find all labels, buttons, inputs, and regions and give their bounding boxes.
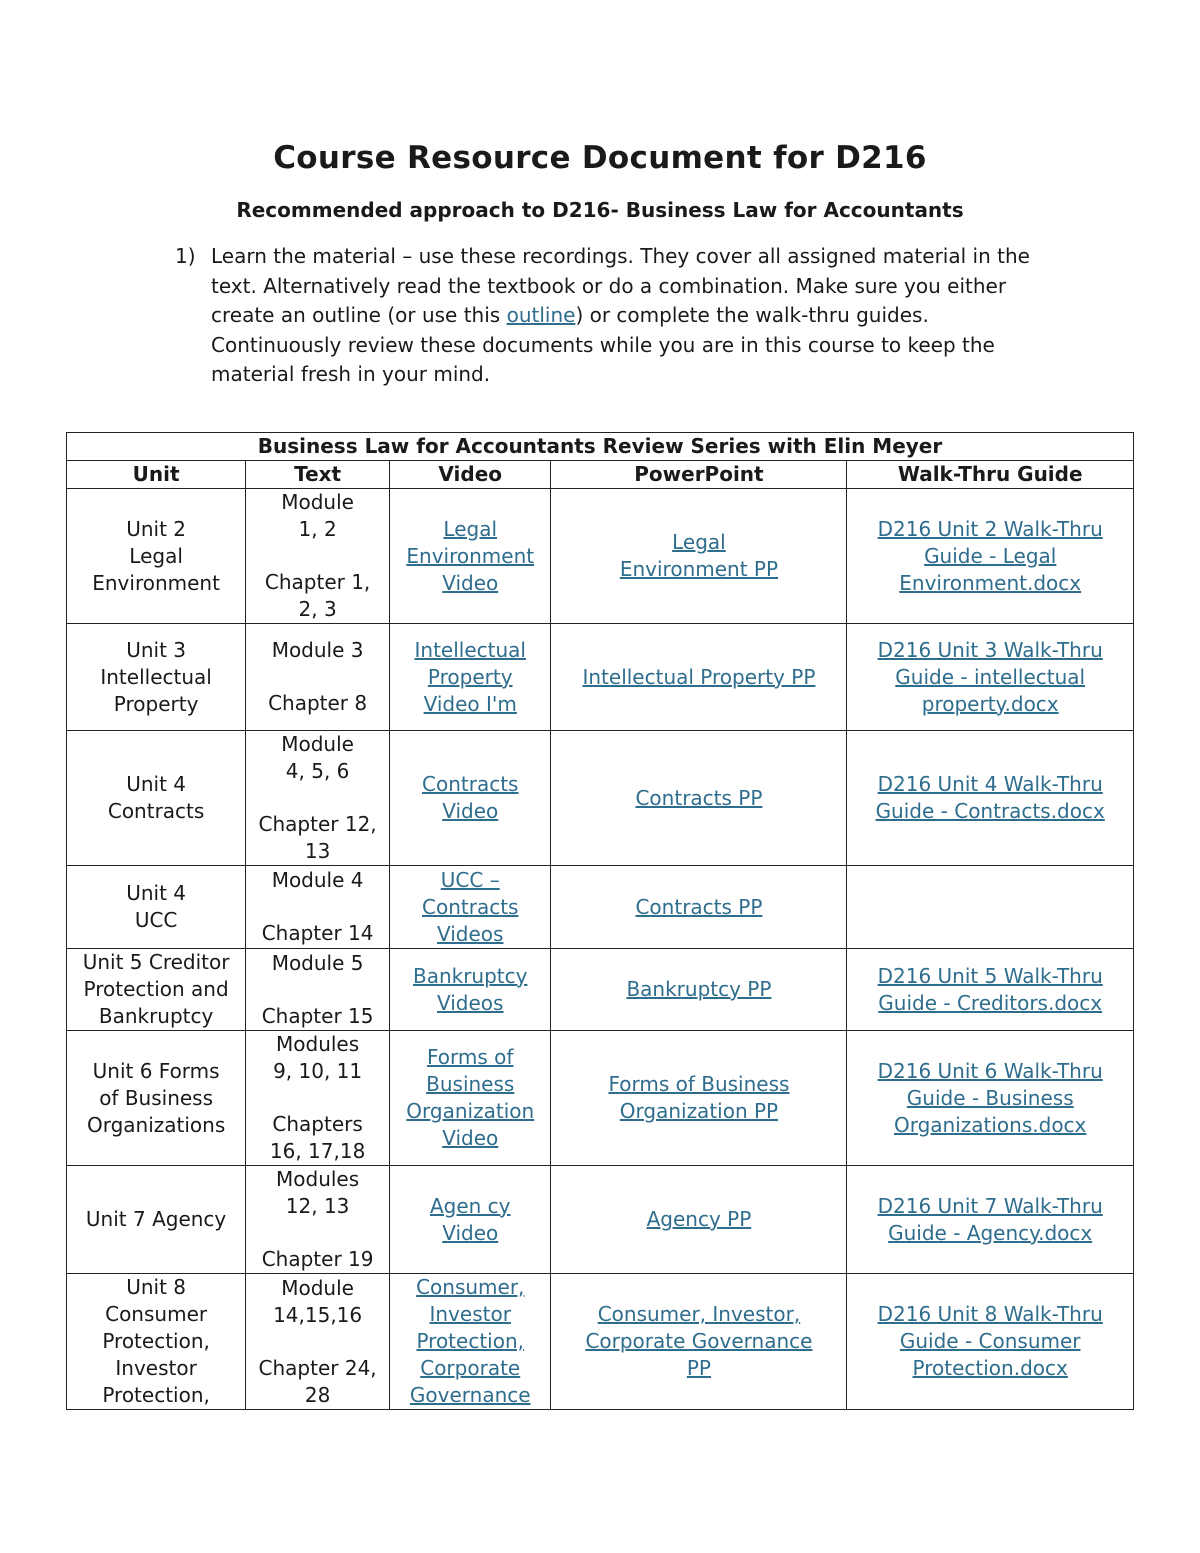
video-cell [389, 1274, 551, 1410]
module-line: 14,15,16 [273, 1302, 363, 1327]
module-line: Module 4 [271, 868, 364, 892]
spacer [250, 543, 385, 569]
intro-text-before: Learn the material – use these recordings. They cover all assigned material in the text. Alternatively read the textbook or do a combination. Make sure you either create an outline (or use this [211, 244, 1030, 327]
spacer [250, 1085, 385, 1111]
powerpoint-link-line[interactable]: Organization PP [619, 1099, 779, 1123]
video-link-line[interactable]: Legal [443, 516, 498, 541]
powerpoint-cell [551, 1274, 847, 1410]
unit-line: Legal [129, 543, 183, 568]
video-cell [389, 731, 551, 866]
table-header-row [67, 461, 1134, 489]
walk-thru-line [851, 1058, 1129, 1085]
text-cell [246, 624, 390, 731]
module-line: Module 5 [271, 950, 364, 975]
unit-line: Environment [92, 570, 220, 595]
walk-thru-cell [847, 1274, 1134, 1410]
walk-thru-line [851, 990, 1129, 1017]
video-link-line[interactable]: Protection, [416, 1329, 524, 1353]
resources-table [66, 432, 1134, 1410]
module-line: Modules [276, 1167, 360, 1191]
walk-thru-line [851, 798, 1129, 825]
outline-link[interactable]: outline [506, 303, 576, 327]
table-row [67, 489, 1134, 624]
chapter-line: Chapter 8 [268, 691, 368, 715]
chapter-line: Chapter 24, [258, 1355, 377, 1380]
page-title: Course Resource Document for D216 [273, 140, 927, 176]
text-cell [246, 489, 390, 624]
walk-thru-line [851, 1193, 1129, 1220]
table-row [67, 949, 1134, 1031]
video-link-line[interactable]: UCC – [440, 867, 500, 892]
walk-thru-line [851, 691, 1129, 718]
video-link-line[interactable]: Property [427, 664, 513, 689]
walk-thru-line [851, 1328, 1129, 1355]
walk-thru-line [851, 543, 1129, 570]
unit-line: Bankruptcy [98, 1004, 214, 1028]
walk-thru-line [851, 1085, 1129, 1112]
powerpoint-link-line[interactable]: Agency PP [646, 1207, 752, 1231]
video-link-line[interactable]: Video [442, 570, 499, 595]
walk-thru-line [851, 570, 1129, 597]
unit-line: Protection, [102, 1383, 210, 1407]
walk-thru-link-line[interactable]: Guide - Agency.docx [888, 1220, 1093, 1245]
walk-thru-cell [847, 949, 1134, 1031]
powerpoint-cell [551, 949, 847, 1031]
powerpoint-line [555, 1328, 842, 1355]
powerpoint-line [555, 664, 842, 691]
unit-cell [67, 866, 246, 949]
unit-line: Unit 8 [126, 1275, 186, 1299]
walk-thru-link-line[interactable]: Guide - Consumer [899, 1329, 1081, 1353]
powerpoint-line [555, 785, 842, 812]
module-line: 4, 5, 6 [285, 759, 350, 783]
spacer [250, 785, 385, 811]
walk-thru-line [851, 963, 1129, 990]
column-header-video: Video [389, 461, 551, 489]
unit-line: Unit 5 Creditor [82, 950, 230, 974]
walk-thru-link-line[interactable]: Guide - Legal [924, 543, 1057, 568]
video-line [394, 1328, 547, 1355]
text-cell [246, 866, 390, 949]
text-cell [246, 731, 390, 866]
powerpoint-cell [551, 624, 847, 731]
video-line [394, 867, 547, 894]
table-row [67, 866, 1134, 949]
chapter-line: 13 [304, 839, 331, 863]
walk-thru-link-line[interactable]: D216 Unit 6 Walk-Thru [877, 1058, 1103, 1083]
chapter-line: Chapters [272, 1112, 363, 1136]
walk-thru-line [851, 1301, 1129, 1328]
module-line: Modules [276, 1032, 360, 1056]
unit-line: Property [113, 691, 199, 716]
module-line: 1, 2 [298, 517, 337, 541]
table-row [67, 731, 1134, 866]
powerpoint-link-line[interactable]: Contracts PP [635, 785, 763, 810]
walk-thru-line [851, 664, 1129, 691]
video-line [394, 637, 547, 664]
unit-cell [67, 949, 246, 1031]
powerpoint-line [555, 976, 842, 1003]
powerpoint-cell [551, 1166, 847, 1274]
walk-thru-link-line[interactable]: Guide - intellectual [895, 664, 1086, 689]
powerpoint-line [555, 1301, 842, 1328]
video-line [394, 664, 547, 691]
video-line [394, 1098, 547, 1125]
powerpoint-cell [551, 1031, 847, 1166]
video-line [394, 570, 547, 597]
walk-thru-cell [847, 731, 1134, 866]
column-header-unit: Unit [67, 461, 246, 489]
powerpoint-line [555, 1206, 842, 1233]
walk-thru-cell [847, 866, 1134, 949]
video-link-line[interactable]: Video [442, 1220, 499, 1245]
column-header-powerpoint: PowerPoint [551, 461, 847, 489]
video-line [394, 1382, 547, 1409]
chapter-line: Chapter 12, [258, 812, 377, 836]
video-link-line[interactable]: Agen cy [429, 1193, 511, 1218]
powerpoint-link-line[interactable]: Environment PP [619, 557, 779, 581]
video-link-line[interactable]: Contracts [422, 772, 519, 796]
unit-cell [67, 1274, 246, 1410]
video-line [394, 798, 547, 825]
video-line [394, 543, 547, 570]
walk-thru-link-line[interactable]: D216 Unit 5 Walk-Thru [877, 963, 1103, 988]
walk-thru-line [851, 1355, 1129, 1382]
video-link-line[interactable]: Organization [406, 1099, 535, 1123]
intro-paragraph [211, 242, 1051, 390]
video-cell [389, 624, 551, 731]
page-subtitle: Recommended approach to D216- Business Law for Accountants [236, 198, 964, 222]
video-line [394, 894, 547, 921]
walk-thru-link-line[interactable]: D216 Unit 3 Walk-Thru [877, 637, 1103, 662]
module-line: 9, 10, 11 [273, 1059, 363, 1083]
video-line [394, 771, 547, 798]
walk-thru-line [851, 771, 1129, 798]
video-link-line[interactable]: Bankruptcy [412, 963, 528, 988]
video-link-line[interactable]: Intellectual [414, 637, 526, 662]
walk-thru-cell [847, 624, 1134, 731]
powerpoint-line [555, 1071, 842, 1098]
unit-line: Unit 4 [126, 772, 186, 796]
unit-line: UCC [134, 908, 178, 932]
powerpoint-cell [551, 731, 847, 866]
video-line [394, 1071, 547, 1098]
powerpoint-line [555, 556, 842, 583]
unit-line: Unit 7 Agency [85, 1207, 227, 1231]
walk-thru-link-line[interactable]: Protection.docx [912, 1356, 1068, 1380]
powerpoint-link-line[interactable]: Consumer, Investor, [597, 1302, 801, 1326]
unit-cell [67, 1031, 246, 1166]
table-caption: Business Law for Accountants Review Series with Elin Meyer [67, 433, 1134, 461]
unit-line: Unit 2 [126, 516, 186, 541]
video-cell [389, 1031, 551, 1166]
text-cell [246, 949, 390, 1031]
module-line: Module [281, 732, 354, 756]
powerpoint-link-line[interactable]: Corporate Governance [585, 1329, 813, 1353]
powerpoint-link-line[interactable]: Legal [672, 530, 726, 554]
chapter-line: 28 [304, 1382, 331, 1407]
walk-thru-link-line[interactable]: Guide - Business [906, 1085, 1074, 1110]
walk-thru-link-line[interactable]: Guide - Contracts.docx [875, 799, 1105, 823]
video-line [394, 1125, 547, 1152]
video-cell [389, 949, 551, 1031]
chapter-line: 16, 17,18 [269, 1139, 366, 1163]
video-line [394, 1044, 547, 1071]
video-link-line[interactable]: Video [442, 799, 499, 823]
spacer [250, 1329, 385, 1355]
video-cell [389, 866, 551, 949]
text-cell [246, 1166, 390, 1274]
spacer [250, 894, 385, 920]
unit-line: Unit 3 [126, 637, 186, 662]
walk-thru-link-line[interactable]: property.docx [921, 691, 1059, 716]
video-link-line[interactable]: Environment [406, 543, 535, 568]
video-line [394, 990, 547, 1017]
table-row [67, 624, 1134, 731]
video-cell [389, 1166, 551, 1274]
walk-thru-line [851, 516, 1129, 543]
module-line: Module [281, 490, 354, 514]
column-header-text: Text [246, 461, 390, 489]
powerpoint-cell [551, 866, 847, 949]
list-number: 1) [175, 244, 196, 268]
walk-thru-link-line[interactable]: D216 Unit 7 Walk-Thru [877, 1193, 1103, 1218]
table-row [67, 1274, 1134, 1410]
powerpoint-line [555, 894, 842, 921]
walk-thru-link-line[interactable]: D216 Unit 4 Walk-Thru [877, 772, 1103, 796]
unit-line: Organizations [86, 1112, 226, 1137]
walk-thru-cell [847, 1031, 1134, 1166]
unit-line: Contracts [107, 799, 205, 823]
walk-thru-link-line[interactable]: D216 Unit 8 Walk-Thru [877, 1302, 1103, 1326]
walk-thru-line [851, 1112, 1129, 1139]
walk-thru-line [851, 1220, 1129, 1247]
chapter-line: Chapter 1, [264, 570, 371, 594]
video-link-line[interactable]: Corporate [420, 1356, 521, 1380]
table-row [67, 1166, 1134, 1274]
powerpoint-link-line[interactable]: Contracts PP [635, 894, 763, 919]
column-header-walk-thru: Walk-Thru Guide [847, 461, 1134, 489]
video-link-line[interactable]: Investor [429, 1302, 511, 1326]
video-line [394, 1220, 547, 1247]
video-line [394, 1193, 547, 1220]
module-line: Module [281, 1275, 354, 1300]
text-cell [246, 1031, 390, 1166]
video-link-line[interactable]: Business [426, 1072, 515, 1096]
unit-line: Investor [115, 1356, 197, 1380]
video-line [394, 1301, 547, 1328]
walk-thru-cell [847, 489, 1134, 624]
video-link-line[interactable]: Video I'm [423, 691, 517, 716]
module-line: 12, 13 [285, 1194, 350, 1218]
spacer [250, 977, 385, 1003]
unit-line: of Business [99, 1085, 214, 1110]
text-cell [246, 1274, 390, 1410]
spacer [250, 664, 385, 690]
video-link-line[interactable]: Consumer, [416, 1275, 525, 1299]
unit-line: Protection, [102, 1329, 210, 1353]
unit-cell [67, 1166, 246, 1274]
walk-thru-line [851, 637, 1129, 664]
video-line [394, 921, 547, 948]
unit-line: Unit 6 Forms [92, 1058, 220, 1083]
video-link-line[interactable]: Contracts [422, 894, 519, 919]
video-link-line[interactable]: Videos [437, 990, 504, 1015]
video-line [394, 1274, 547, 1301]
unit-line: Consumer [105, 1302, 208, 1326]
unit-line: Intellectual [100, 664, 212, 689]
spacer [250, 1220, 385, 1246]
table-row [67, 1031, 1134, 1166]
chapter-line: Chapter 15 [261, 1003, 374, 1028]
video-link-line[interactable]: Forms of [427, 1045, 514, 1069]
powerpoint-link-line[interactable]: Forms of Business [608, 1072, 790, 1096]
video-line [394, 691, 547, 718]
walk-thru-link-line[interactable]: Organizations.docx [893, 1112, 1087, 1137]
video-link-line[interactable]: Videos [437, 921, 504, 946]
unit-cell [67, 731, 246, 866]
powerpoint-link-line[interactable]: Bankruptcy PP [626, 977, 772, 1001]
chapter-line: 2, 3 [298, 597, 337, 621]
video-cell [389, 489, 551, 624]
powerpoint-line [555, 1355, 842, 1382]
walk-thru-cell [847, 1166, 1134, 1274]
video-line [394, 1355, 547, 1382]
unit-line: Unit 4 [126, 881, 186, 905]
chapter-line: Chapter 14 [261, 921, 374, 945]
unit-cell [67, 624, 246, 731]
intro-text-after: ) or complete the walk-thru guides. Continuously review these documents while you are in this course to keep the material fresh in your mind. [211, 303, 995, 386]
powerpoint-link-line[interactable]: PP [686, 1356, 711, 1380]
walk-thru-link-line[interactable]: Guide - Creditors.docx [878, 990, 1103, 1015]
module-line: Module 3 [271, 638, 364, 662]
walk-thru-link-line[interactable]: Environment.docx [899, 570, 1082, 595]
powerpoint-cell [551, 489, 847, 624]
unit-cell [67, 489, 246, 624]
video-link-line[interactable]: Video [442, 1126, 499, 1150]
unit-line: Protection and [83, 977, 229, 1001]
walk-thru-link-line[interactable]: D216 Unit 2 Walk-Thru [877, 516, 1103, 541]
video-link-line[interactable]: Governance [409, 1383, 531, 1407]
powerpoint-line [555, 529, 842, 556]
powerpoint-link-line[interactable]: Intellectual Property PP [582, 664, 816, 689]
chapter-line: Chapter 19 [261, 1247, 374, 1271]
video-line [394, 963, 547, 990]
powerpoint-line [555, 1098, 842, 1125]
video-line [394, 516, 547, 543]
